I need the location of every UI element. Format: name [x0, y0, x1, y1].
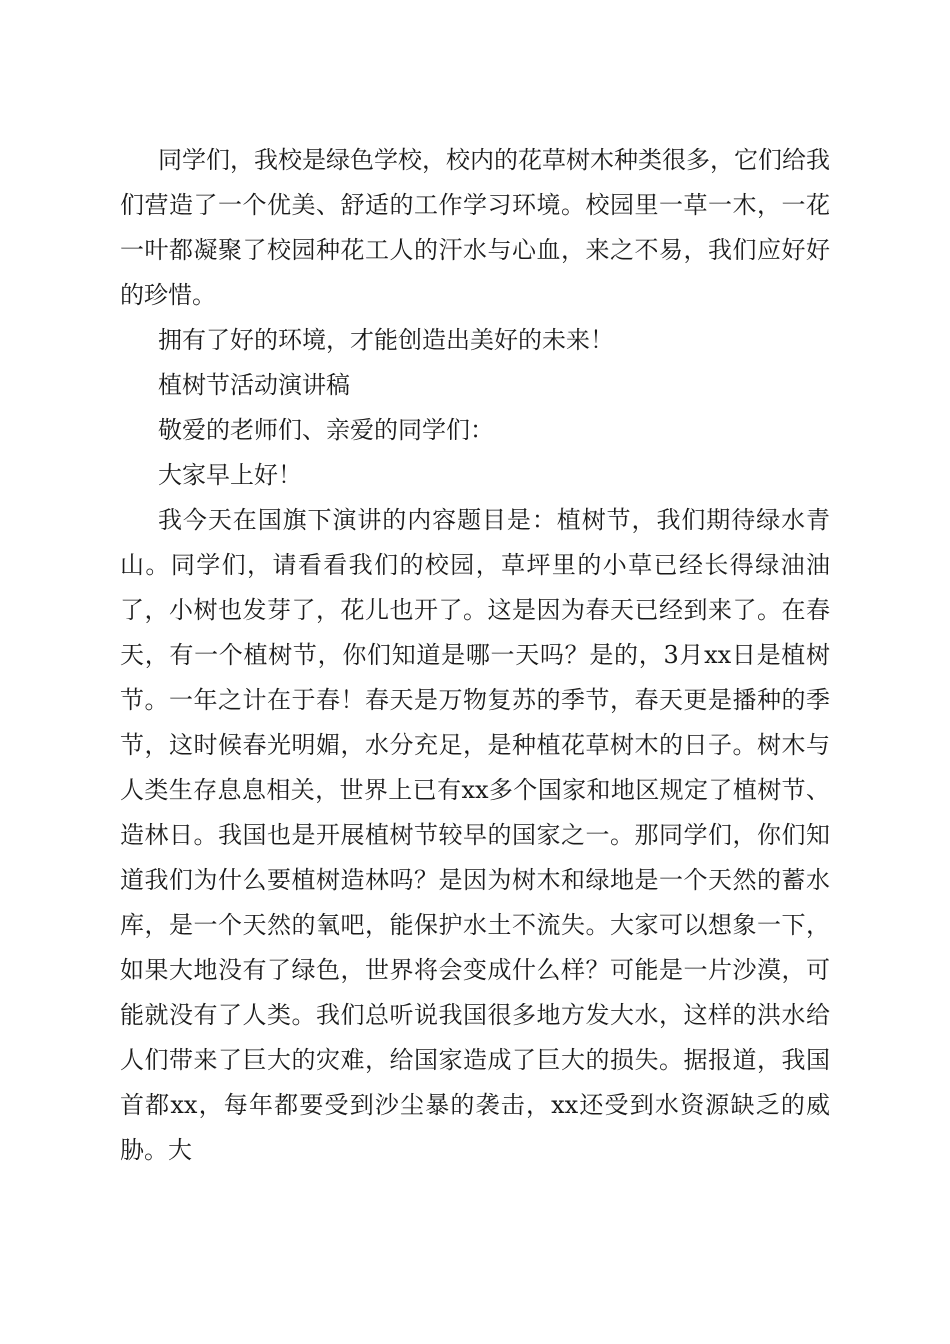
salutation: 敬爱的老师们、亲爱的同学们：: [158, 416, 494, 444]
paragraph-speech-body: 我今天在国旗下演讲的内容题目是：植树节，我们期待绿水青山。同学们，请看看我们的校园，草坪里的小草已经长得绿油油了，小树也发芽了，花儿也开了。这是因为春天已经到来了。在春天，有一个植树节，你们知道是哪一天吗？是的，3月xx日是植树节。一年之计在于春！春天是万物复苏的季节，春天更是播种的季节，这时候春光明媚，水分充足，是种植花草树木的日子。树木与人类生存息息相关，世界上已有xx多个国家和地区规定了植树节、造林日。我国也是开展植树节较早的国家之一。那同学们，你们知道我们为什么要植树造林吗？是因为树木和绿地是一个天然的蓄水库，是一个天然的氧吧，能保护水土不流失。大家可以想象一下，如果大地没有了绿色，世界将会变成什么样？可能是一片沙漠，可能就没有了人类。我们总听说我国很多地方发大水，这样的洪水给人们带来了巨大的灾难，给国家造成了巨大的损失。据报道，我国首都xx，每年都要受到沙尘暴的袭击，xx还受到水资源缺乏的威胁。大: [120, 506, 830, 1164]
greeting: 大家早上好！: [158, 461, 302, 489]
document-body: [120, 138, 830, 1173]
paragraph-future: 拥有了好的环境，才能创造出美好的未来！: [158, 326, 614, 354]
paragraph-campus-environment: 同学们，我校是绿色学校，校内的花草树木种类很多，它们给我们营造了一个优美、舒适的工作学习环境。校园里一草一木，一花一叶都凝聚了校园种花工人的汗水与心血，来之不易，我们应好好的珍惜。: [120, 146, 830, 309]
speech-title: 植树节活动演讲稿: [158, 371, 350, 399]
